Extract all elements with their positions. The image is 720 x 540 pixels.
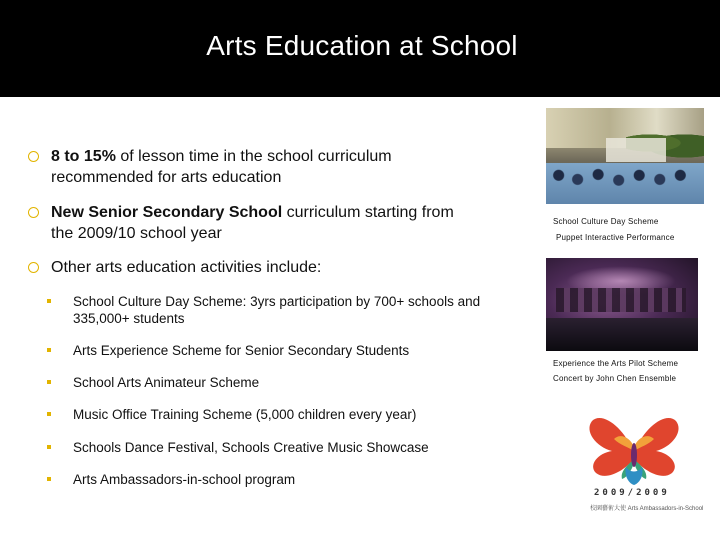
- ring-bullet-icon: [28, 151, 39, 162]
- bullet-text: recommended for arts education: [51, 169, 282, 186]
- bullet-bold-text: New Senior Secondary School: [51, 204, 283, 221]
- bullet-text: curriculum starting from: [282, 204, 454, 221]
- arts-ambassadors-logo: [584, 407, 684, 515]
- bullet-item: [28, 257, 518, 278]
- ring-bullet-icon: [28, 262, 39, 273]
- logo-subtitle-text: 校園藝術大使 Arts Ambassadors-in-School: [590, 506, 704, 512]
- sub-bullet-text: 335,000+ students: [73, 311, 185, 326]
- sub-bullet-text: School Arts Animateur Scheme: [73, 375, 260, 390]
- sub-bullet-text: Arts Ambassadors-in-school program: [73, 472, 296, 487]
- sub-bullet-item: [47, 406, 487, 423]
- bullet-bold-text: 8 to 15%: [51, 148, 116, 165]
- sub-bullet-item: [47, 342, 487, 359]
- photo-caption: School Culture Day Scheme: [553, 217, 659, 226]
- logo-year-text: 2009/2009: [594, 488, 670, 498]
- sub-bullet-text: Arts Experience Scheme for Senior Secondary Students: [73, 343, 410, 358]
- square-bullet-icon: [47, 477, 51, 481]
- square-bullet-icon: [47, 380, 51, 384]
- photo-caption: Concert by John Chen Ensemble: [553, 374, 677, 383]
- photo-caption: Experience the Arts Pilot Scheme: [553, 359, 679, 368]
- square-bullet-icon: [47, 412, 51, 416]
- sub-bullet-item: [47, 471, 487, 488]
- sub-bullet-item: [47, 293, 487, 327]
- bullet-item: [28, 202, 518, 244]
- square-bullet-icon: [47, 445, 51, 449]
- school-culture-day-photo: [546, 108, 704, 204]
- square-bullet-icon: [47, 348, 51, 352]
- bullet-text: the 2009/10 school year: [51, 225, 222, 242]
- bullet-text: Other arts education activities include:: [51, 259, 322, 276]
- sub-bullet-text: Schools Dance Festival, Schools Creative Music Showcase: [73, 440, 429, 455]
- bullet-item: [28, 146, 518, 188]
- sub-bullet-item: [47, 439, 487, 456]
- slide-title: Arts Education at School: [206, 30, 518, 61]
- bullet-text: of lesson time in the school curriculum: [115, 148, 392, 165]
- photo-caption: Puppet Interactive Performance: [556, 233, 675, 242]
- sub-bullet-text: School Culture Day Scheme: 3yrs participation by 700+ schools and: [73, 294, 481, 309]
- sub-bullet-text: Music Office Training Scheme (5,000 children every year): [73, 407, 417, 422]
- ring-bullet-icon: [28, 207, 39, 218]
- square-bullet-icon: [47, 299, 51, 303]
- sub-bullet-item: [47, 374, 487, 391]
- concert-photo: [546, 258, 698, 351]
